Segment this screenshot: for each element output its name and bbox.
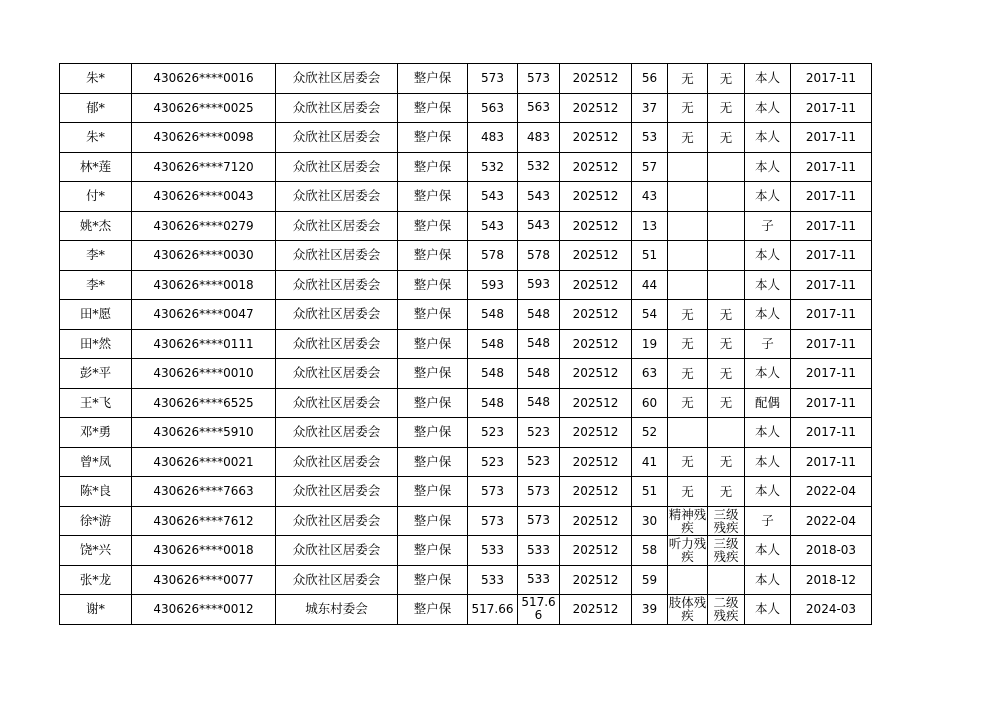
cell-name: 郁* [60,93,132,123]
cell-disability-type: 无 [668,64,708,94]
cell-amount-a: 532 [468,152,518,182]
cell-month: 202512 [560,359,632,389]
cell-age: 53 [632,123,668,153]
table-row [60,536,872,566]
cell-id-number: 430626****0047 [132,300,276,330]
cell-unit: 众欣社区居委会 [276,477,398,507]
cell-age: 19 [632,329,668,359]
cell-age: 57 [632,152,668,182]
cell-unit: 众欣社区居委会 [276,123,398,153]
cell-disability-type [668,152,708,182]
table-row [60,595,872,625]
table-row [60,93,872,123]
cell-start-date: 2017-11 [791,447,872,477]
cell-amount-b: 573 [518,506,560,536]
cell-start-date: 2017-11 [791,359,872,389]
cell-unit: 众欣社区居委会 [276,359,398,389]
cell-id-number: 430626****0043 [132,182,276,212]
cell-name: 林*莲 [60,152,132,182]
cell-unit: 众欣社区居委会 [276,182,398,212]
cell-name: 李* [60,241,132,271]
cell-name: 饶*兴 [60,536,132,566]
cell-month: 202512 [560,270,632,300]
cell-month: 202512 [560,152,632,182]
cell-unit: 众欣社区居委会 [276,64,398,94]
cell-month: 202512 [560,506,632,536]
cell-age: 51 [632,241,668,271]
cell-amount-b: 532 [518,152,560,182]
cell-unit: 众欣社区居委会 [276,152,398,182]
cell-month: 202512 [560,565,632,595]
cell-age: 51 [632,477,668,507]
cell-month: 202512 [560,300,632,330]
cell-age: 58 [632,536,668,566]
cell-id-number: 430626****0098 [132,123,276,153]
cell-id-number: 430626****7120 [132,152,276,182]
cell-amount-b: 523 [518,447,560,477]
cell-start-date: 2018-12 [791,565,872,595]
table-row [60,329,872,359]
cell-amount-a: 483 [468,123,518,153]
cell-start-date: 2017-11 [791,270,872,300]
cell-month: 202512 [560,93,632,123]
cell-amount-a: 543 [468,211,518,241]
records-table-body [60,64,872,625]
cell-unit: 众欣社区居委会 [276,329,398,359]
table-row [60,241,872,271]
cell-age: 30 [632,506,668,536]
cell-aid-type: 整户保 [398,329,468,359]
cell-disability-level: 无 [708,359,745,389]
cell-start-date: 2017-11 [791,241,872,271]
cell-relation: 本人 [745,64,791,94]
cell-start-date: 2017-11 [791,123,872,153]
cell-amount-a: 523 [468,418,518,448]
cell-relation: 本人 [745,565,791,595]
table-row [60,64,872,94]
cell-amount-b: 548 [518,359,560,389]
cell-amount-a: 543 [468,182,518,212]
cell-month: 202512 [560,182,632,212]
cell-name: 朱* [60,123,132,153]
cell-age: 59 [632,565,668,595]
cell-amount-b: 573 [518,64,560,94]
cell-disability-type: 无 [668,388,708,418]
cell-relation: 本人 [745,300,791,330]
cell-age: 43 [632,182,668,212]
cell-disability-type: 无 [668,477,708,507]
table-row [60,123,872,153]
cell-age: 44 [632,270,668,300]
cell-name: 张*龙 [60,565,132,595]
cell-month: 202512 [560,388,632,418]
cell-aid-type: 整户保 [398,64,468,94]
cell-id-number: 430626****0010 [132,359,276,389]
cell-amount-b: 517.66 [518,595,560,625]
cell-unit: 众欣社区居委会 [276,211,398,241]
cell-relation: 本人 [745,536,791,566]
cell-disability-level [708,182,745,212]
cell-month: 202512 [560,595,632,625]
cell-relation: 本人 [745,182,791,212]
cell-amount-a: 593 [468,270,518,300]
cell-unit: 众欣社区居委会 [276,447,398,477]
cell-disability-type: 无 [668,329,708,359]
cell-id-number: 430626****7663 [132,477,276,507]
cell-amount-b: 573 [518,477,560,507]
cell-amount-a: 523 [468,447,518,477]
cell-amount-b: 563 [518,93,560,123]
cell-aid-type: 整户保 [398,93,468,123]
cell-id-number: 430626****0077 [132,565,276,595]
cell-age: 56 [632,64,668,94]
cell-disability-level: 无 [708,447,745,477]
table-row [60,211,872,241]
cell-unit: 众欣社区居委会 [276,300,398,330]
cell-disability-level: 无 [708,329,745,359]
cell-unit: 城东村委会 [276,595,398,625]
cell-disability-level: 无 [708,300,745,330]
cell-aid-type: 整户保 [398,182,468,212]
cell-disability-type: 听力残疾 [668,536,707,565]
cell-id-number: 430626****5910 [132,418,276,448]
cell-name: 王*飞 [60,388,132,418]
table-row [60,359,872,389]
cell-aid-type: 整户保 [398,211,468,241]
cell-unit: 众欣社区居委会 [276,93,398,123]
cell-amount-b: 533 [518,536,560,566]
cell-aid-type: 整户保 [398,595,468,625]
cell-id-number: 430626****0025 [132,93,276,123]
cell-amount-a: 548 [468,388,518,418]
cell-age: 54 [632,300,668,330]
cell-disability-level: 无 [708,123,745,153]
cell-name: 陈*良 [60,477,132,507]
cell-disability-type [668,241,708,271]
cell-start-date: 2017-11 [791,388,872,418]
cell-start-date: 2024-03 [791,595,872,625]
cell-start-date: 2018-03 [791,536,872,566]
cell-amount-a: 578 [468,241,518,271]
cell-month: 202512 [560,477,632,507]
records-table [59,63,872,625]
cell-amount-b: 593 [518,270,560,300]
cell-relation: 本人 [745,418,791,448]
cell-month: 202512 [560,447,632,477]
cell-start-date: 2022-04 [791,477,872,507]
cell-aid-type: 整户保 [398,418,468,448]
cell-name: 朱* [60,64,132,94]
cell-disability-level [708,211,745,241]
cell-relation: 本人 [745,93,791,123]
cell-disability-type: 精神残疾 [668,506,707,535]
cell-name: 谢* [60,595,132,625]
cell-age: 52 [632,418,668,448]
cell-aid-type: 整户保 [398,536,468,566]
table-row [60,270,872,300]
cell-disability-type [668,565,708,595]
cell-id-number: 430626****0279 [132,211,276,241]
cell-relation: 本人 [745,447,791,477]
cell-amount-b: 543 [518,182,560,212]
cell-relation: 本人 [745,270,791,300]
cell-unit: 众欣社区居委会 [276,241,398,271]
cell-name: 姚*杰 [60,211,132,241]
cell-disability-level: 无 [708,64,745,94]
cell-disability-type [668,211,708,241]
cell-disability-type: 无 [668,359,708,389]
cell-aid-type: 整户保 [398,359,468,389]
cell-age: 60 [632,388,668,418]
cell-id-number: 430626****0111 [132,329,276,359]
cell-amount-a: 563 [468,93,518,123]
cell-id-number: 430626****0018 [132,536,276,566]
table-row [60,182,872,212]
cell-id-number: 430626****6525 [132,388,276,418]
cell-relation: 本人 [745,359,791,389]
cell-age: 37 [632,93,668,123]
cell-aid-type: 整户保 [398,506,468,536]
cell-month: 202512 [560,64,632,94]
cell-unit: 众欣社区居委会 [276,418,398,448]
cell-disability-type [668,270,708,300]
cell-name: 徐*游 [60,506,132,536]
table-row [60,388,872,418]
cell-start-date: 2017-11 [791,329,872,359]
cell-id-number: 430626****0018 [132,270,276,300]
cell-unit: 众欣社区居委会 [276,506,398,536]
cell-aid-type: 整户保 [398,300,468,330]
cell-month: 202512 [560,536,632,566]
cell-id-number: 430626****0016 [132,64,276,94]
table-row [60,506,872,536]
cell-start-date: 2017-11 [791,182,872,212]
cell-name: 田*然 [60,329,132,359]
cell-id-number: 430626****0021 [132,447,276,477]
cell-aid-type: 整户保 [398,270,468,300]
cell-disability-level: 无 [708,93,745,123]
cell-relation: 配偶 [745,388,791,418]
cell-amount-a: 517.66 [468,595,518,625]
cell-disability-type: 无 [668,447,708,477]
cell-start-date: 2017-11 [791,64,872,94]
cell-name: 田*愿 [60,300,132,330]
cell-aid-type: 整户保 [398,388,468,418]
cell-disability-type: 无 [668,93,708,123]
cell-amount-b: 523 [518,418,560,448]
cell-aid-type: 整户保 [398,241,468,271]
cell-amount-b: 578 [518,241,560,271]
cell-amount-a: 548 [468,300,518,330]
cell-name: 邓*勇 [60,418,132,448]
cell-amount-a: 533 [468,565,518,595]
cell-disability-type: 无 [668,300,708,330]
cell-name: 彭*平 [60,359,132,389]
cell-relation: 本人 [745,241,791,271]
cell-start-date: 2017-11 [791,418,872,448]
cell-amount-a: 548 [468,359,518,389]
cell-amount-b: 548 [518,300,560,330]
cell-month: 202512 [560,329,632,359]
cell-amount-b: 548 [518,329,560,359]
table-row [60,477,872,507]
cell-disability-type [668,182,708,212]
cell-disability-level [708,152,745,182]
cell-relation: 本人 [745,595,791,625]
cell-start-date: 2017-11 [791,152,872,182]
cell-aid-type: 整户保 [398,447,468,477]
cell-amount-b: 483 [518,123,560,153]
cell-month: 202512 [560,241,632,271]
cell-disability-level: 三级残疾 [708,506,745,536]
cell-id-number: 430626****0030 [132,241,276,271]
cell-id-number: 430626****7612 [132,506,276,536]
cell-month: 202512 [560,123,632,153]
cell-disability-level: 无 [708,477,745,507]
cell-disability-level [708,565,745,595]
cell-disability-level [708,418,745,448]
table-row [60,300,872,330]
cell-disability-level: 二级残疾 [708,595,745,625]
cell-unit: 众欣社区居委会 [276,388,398,418]
cell-age: 63 [632,359,668,389]
cell-name: 付* [60,182,132,212]
cell-amount-a: 573 [468,64,518,94]
cell-name: 曾*凤 [60,447,132,477]
cell-relation: 本人 [745,152,791,182]
cell-start-date: 2017-11 [791,300,872,330]
cell-unit: 众欣社区居委会 [276,536,398,566]
cell-name: 李* [60,270,132,300]
cell-aid-type: 整户保 [398,565,468,595]
cell-start-date: 2017-11 [791,93,872,123]
table-row [60,152,872,182]
cell-relation: 子 [745,211,791,241]
cell-amount-b: 533 [518,565,560,595]
cell-start-date: 2017-11 [791,211,872,241]
cell-disability-type: 无 [668,123,708,153]
cell-disability-type: 肢体残疾 [668,595,707,624]
cell-disability-level: 无 [708,388,745,418]
cell-id-number: 430626****0012 [132,595,276,625]
table-row [60,447,872,477]
cell-unit: 众欣社区居委会 [276,270,398,300]
cell-amount-b: 548 [518,388,560,418]
cell-relation: 子 [745,329,791,359]
table-row [60,565,872,595]
cell-month: 202512 [560,211,632,241]
cell-amount-a: 573 [468,477,518,507]
cell-month: 202512 [560,418,632,448]
cell-aid-type: 整户保 [398,152,468,182]
cell-disability-type [668,418,708,448]
cell-start-date: 2022-04 [791,506,872,536]
cell-age: 39 [632,595,668,625]
cell-amount-a: 573 [468,506,518,536]
cell-relation: 本人 [745,123,791,153]
cell-aid-type: 整户保 [398,123,468,153]
cell-amount-b: 543 [518,211,560,241]
cell-amount-a: 548 [468,329,518,359]
cell-relation: 本人 [745,477,791,507]
cell-unit: 众欣社区居委会 [276,565,398,595]
cell-age: 41 [632,447,668,477]
table-row [60,418,872,448]
cell-age: 13 [632,211,668,241]
cell-relation: 子 [745,506,791,536]
cell-amount-a: 533 [468,536,518,566]
cell-disability-level [708,241,745,271]
cell-disability-level [708,270,745,300]
cell-disability-level: 三级残疾 [708,536,745,566]
cell-aid-type: 整户保 [398,477,468,507]
